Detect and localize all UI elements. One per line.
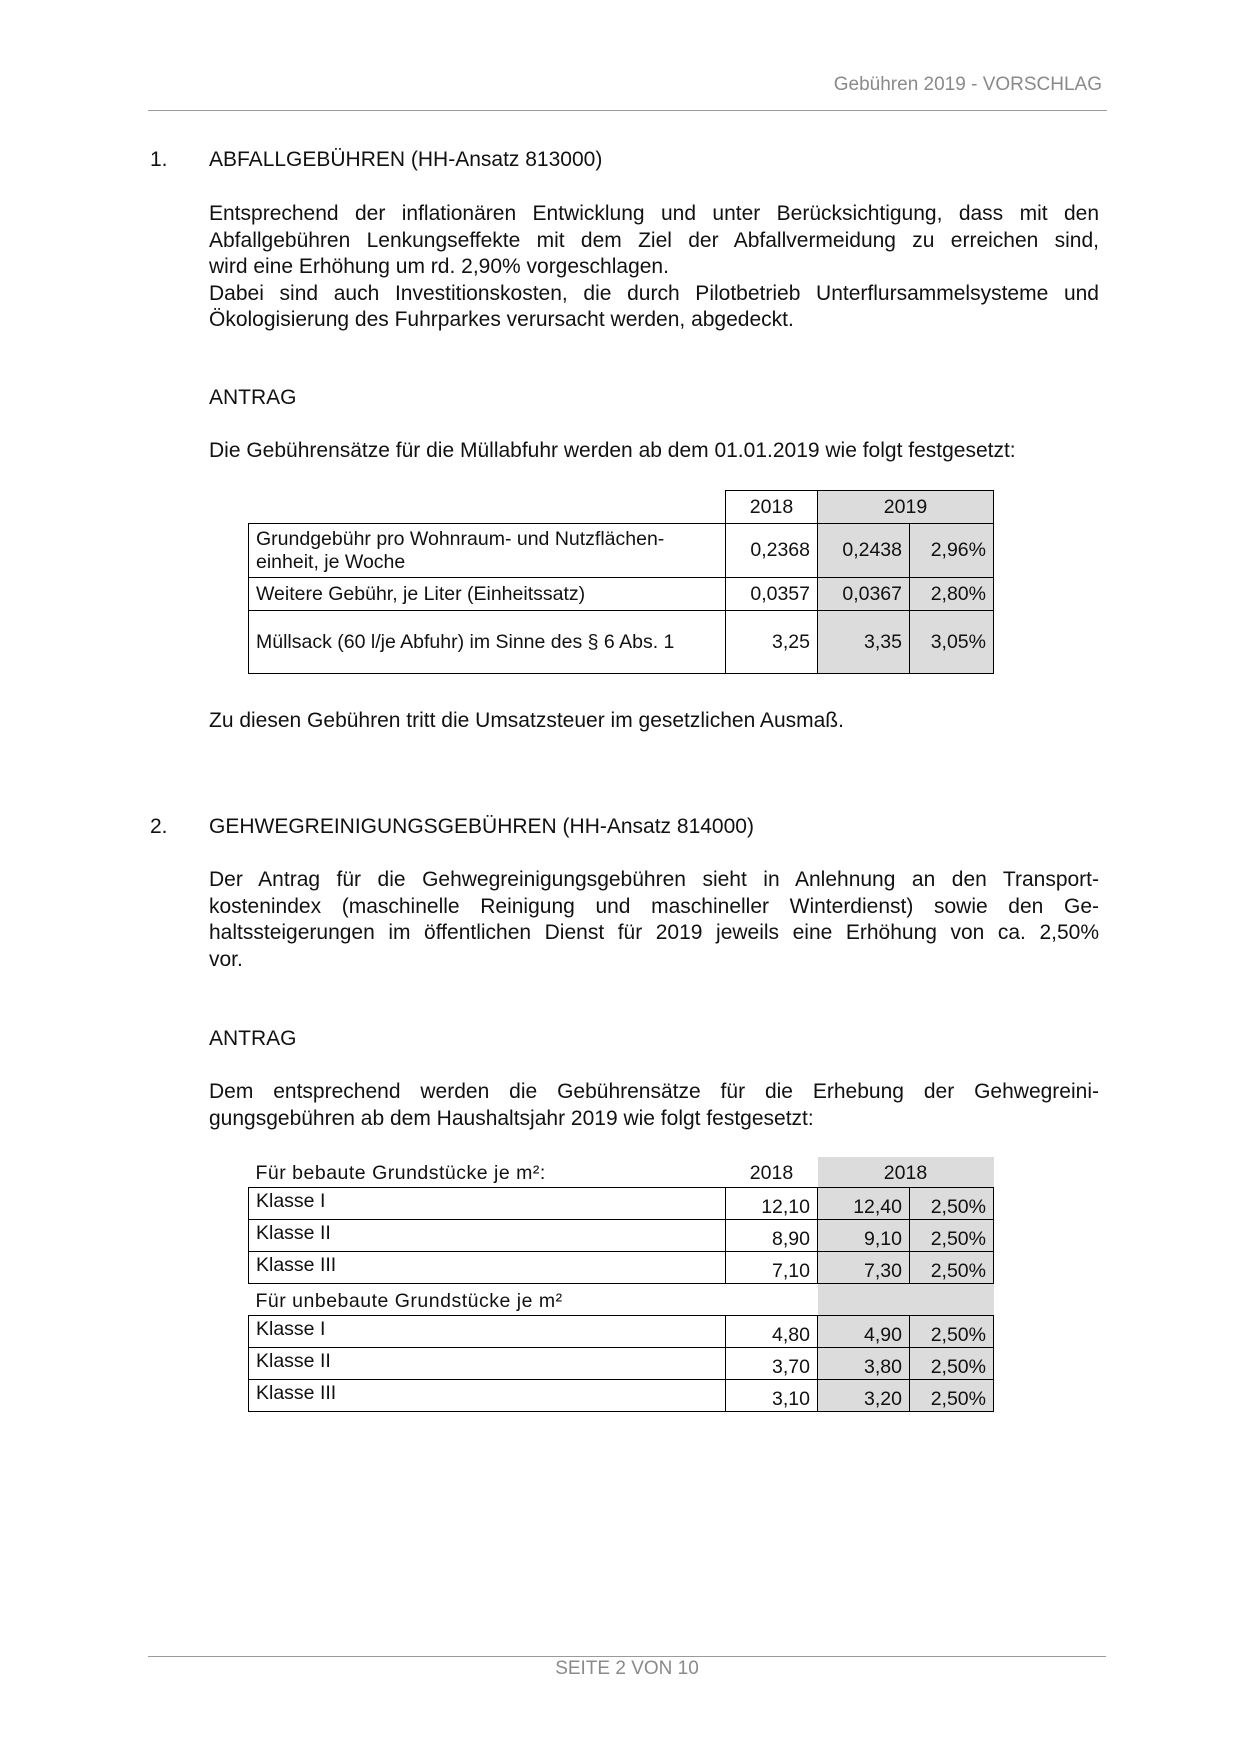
year-2018-header: 2018: [726, 491, 818, 524]
intro-line: Ökologisierung des Fuhrparkes verursacht werden, abgedeckt.: [209, 308, 794, 331]
empty-header-cell: [249, 491, 726, 524]
fee-new: 3,80: [818, 1347, 910, 1379]
fee-2018: 7,10: [726, 1251, 818, 1283]
fee-new: 3,20: [818, 1379, 910, 1411]
table-subheader-row: [249, 1283, 994, 1315]
fee-new: 12,40: [818, 1187, 910, 1219]
fee-change-pct: 2,50%: [910, 1187, 994, 1219]
intro-line: Der Antrag für die Gehwegreinigungsgebühren sieht in Anlehnung an den Transport-: [209, 868, 1099, 891]
section-1-antrag-text: Die Gebührensätze für die Müllabfuhr werden ab dem 01.01.2019 wie folgt festgesetzt:: [209, 439, 1016, 462]
intro-line: haltssteigerungen im öffentlichen Dienst für 2019 jeweils eine Erhöhung von ca. 2,50%: [209, 921, 1099, 944]
fee-change-pct: 2,96%: [910, 524, 994, 578]
intro-line: Abfallgebühren Lenkungseffekte mit dem Ziel der Abfallvermeidung zu erreichen sind,: [209, 228, 1099, 252]
fee-2019: 0,0367: [818, 578, 910, 611]
antrag-line: gungsgebühren ab dem Haushaltsjahr 2019 wie folgt festgesetzt:: [209, 1106, 814, 1130]
table-row: [249, 524, 994, 578]
fee-2018: 0,0357: [726, 578, 818, 611]
fee-change-pct: 2,50%: [910, 1315, 994, 1347]
fee-new: 4,90: [818, 1315, 910, 1347]
klasse-label: Klasse II: [249, 1347, 726, 1379]
fee-2018: 8,90: [726, 1219, 818, 1251]
fee-2018: 4,80: [726, 1315, 818, 1347]
section-1-intro: [209, 201, 1099, 334]
intro-line: Entsprechend der inflationären Entwicklung und unter Berücksichtigung, dass mit den: [209, 202, 1099, 225]
fee-description: Müllsack (60 l/je Abfuhr) im Sinne des § 6 Abs. 1: [249, 611, 726, 674]
fee-2019: 0,2438: [818, 524, 910, 578]
unbuilt-category-label: Für unbebaute Grundstücke je m²: [255, 1289, 563, 1312]
table-row: [249, 1219, 994, 1251]
empty-cell: [726, 1283, 818, 1315]
table-row: [249, 1251, 994, 1283]
fee-2018: 12,10: [726, 1187, 818, 1219]
section-1-number: 1.: [150, 148, 168, 171]
fee-2018: 3,25: [726, 611, 818, 674]
fee-change-pct: 2,50%: [910, 1379, 994, 1411]
klasse-label: Klasse III: [249, 1379, 726, 1411]
year-new-header: 2018: [818, 1157, 994, 1187]
table-header-row: [249, 491, 994, 524]
section-2-intro: [209, 867, 1099, 973]
table-row: [249, 611, 994, 674]
fee-2018: 3,10: [726, 1379, 818, 1411]
section-2-number: 2.: [150, 815, 168, 838]
intro-line: wird eine Erhöhung um rd. 2,90% vorgeschlagen.: [209, 255, 669, 278]
year-2019-header: 2019: [818, 491, 994, 524]
fee-description-line: einheit, je Woche: [256, 550, 406, 573]
table-row: [249, 578, 994, 611]
fee-change-pct: 2,50%: [910, 1347, 994, 1379]
built-category-label: Für bebaute Grundstücke je m²:: [255, 1161, 546, 1184]
fee-new: 9,10: [818, 1219, 910, 1251]
fee-description: Weitere Gebühr, je Liter (Einheitssatz): [249, 578, 726, 611]
year-2018-header: 2018: [749, 1161, 794, 1184]
empty-shaded-cell: [818, 1283, 994, 1315]
fee-new: 7,30: [818, 1251, 910, 1283]
fee-2019: 3,35: [818, 611, 910, 674]
page-number: SEITE 2 VON 10: [555, 1658, 699, 1679]
header-divider: [148, 110, 1107, 111]
table-row: [249, 1379, 994, 1411]
intro-line: Dabei sind auch Investitionskosten, die durch Pilotbetrieb Unterflursammelsysteme und: [209, 281, 1099, 305]
footer-divider: [148, 1656, 1106, 1657]
section-1-title: ABFALLGEBÜHREN (HH-Ansatz 813000): [209, 148, 603, 171]
table-row: [249, 1187, 994, 1219]
klasse-label: Klasse I: [249, 1187, 726, 1219]
section-1-tax-note: Zu diesen Gebühren tritt die Umsatzsteuer im gesetzlichen Ausmaß.: [209, 709, 844, 732]
table-row: [249, 1315, 994, 1347]
table-row: [249, 1347, 994, 1379]
fee-2018: 3,70: [726, 1347, 818, 1379]
fee-2018: 0,2368: [726, 524, 818, 578]
intro-line: vor.: [209, 947, 243, 971]
fee-change-pct: 3,05%: [910, 611, 994, 674]
fee-change-pct: 2,50%: [910, 1219, 994, 1251]
fee-change-pct: 2,80%: [910, 578, 994, 611]
fee-description-line: Grundgebühr pro Wohnraum- und Nutzflächen-: [256, 527, 665, 550]
fee-description: [249, 524, 726, 578]
table-header-row: [249, 1157, 994, 1187]
fee-change-pct: 2,50%: [910, 1251, 994, 1283]
klasse-label: Klasse I: [249, 1315, 726, 1347]
page-header-title: Gebühren 2019 - VORSCHLAG: [833, 74, 1102, 95]
section-2-antrag-heading: ANTRAG: [209, 1027, 297, 1050]
sidewalk-fee-table: [248, 1157, 994, 1412]
antrag-line: Dem entsprechend werden die Gebührensätze für die Erhebung der Gehwegreini-: [209, 1080, 1099, 1103]
section-2-antrag-text: [209, 1079, 1099, 1132]
section-2-title: GEHWEGREINIGUNGSGEBÜHREN (HH-Ansatz 814000): [209, 815, 754, 838]
klasse-label: Klasse III: [249, 1251, 726, 1283]
klasse-label: Klasse II: [249, 1219, 726, 1251]
waste-fee-table: [248, 490, 994, 674]
section-1-antrag-heading: ANTRAG: [209, 386, 297, 409]
intro-line: kostenindex (maschinelle Reinigung und maschineller Winterdienst) sowie den Ge-: [209, 894, 1099, 918]
